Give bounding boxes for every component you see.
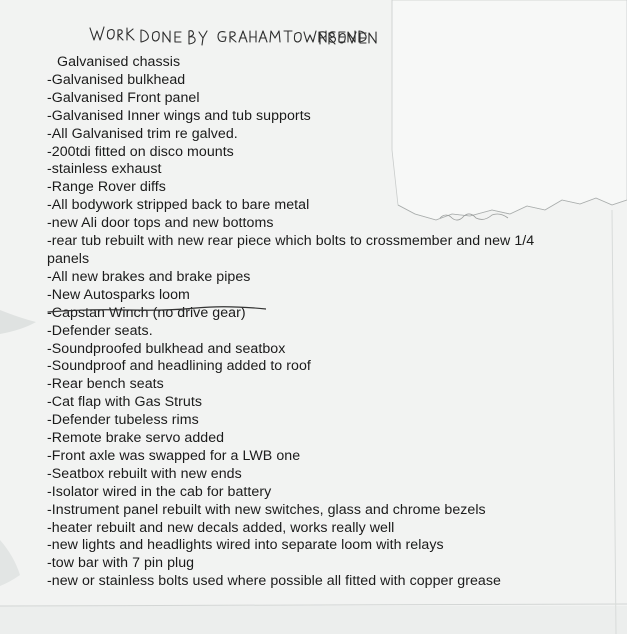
pencil-scribble <box>438 206 518 226</box>
list-item: -Defender seats. <box>47 322 153 339</box>
list-item: -Remote brake servo added <box>47 430 225 447</box>
list-item: -Soundproofed bulkhead and seatbox <box>47 340 286 357</box>
list-item: -Defender tubeless rims <box>47 412 199 429</box>
list-item: -new Ali door tops and new bottoms <box>47 215 274 232</box>
list-item: -Front axle was swapped for a LWB one <box>47 447 301 464</box>
list-item: -Seatbox rebuilt with new ends <box>47 465 242 482</box>
list-item: -Cat flap with Gas Struts <box>47 394 202 411</box>
list-item: -Range Rover diffs <box>47 179 166 196</box>
list-item: -All new brakes and brake pipes <box>47 268 251 285</box>
list-item: -tow bar with 7 pin plug <box>47 555 195 572</box>
list-item: -stainless exhaust <box>47 161 162 178</box>
list-item: -Isolator wired in the cab for battery <box>47 483 272 500</box>
list-item: -Galvanised Inner wings and tub supports <box>47 107 311 124</box>
list-item: -New Autosparks loom <box>47 286 190 303</box>
handwritten-strikethrough <box>46 300 266 320</box>
list-item: Galvanised chassis <box>57 54 181 70</box>
list-item: -rear tub rebuilt with new rear piece which bolts to crossmember and new 1/4 panels <box>47 233 535 267</box>
list-item: -Rear bench seats <box>47 376 164 393</box>
list-item-struck: -Capstan Winch (no drive gear) <box>47 304 246 321</box>
work-list <box>47 54 587 591</box>
list-item: -new or stainless bolts used where possible all fitted with copper grease <box>47 573 501 590</box>
list-item: -All Galvanised trim re galved. <box>47 125 238 142</box>
handwritten-heading-tail <box>318 24 398 54</box>
list-item: -new lights and headlights wired into separate loom with relays <box>47 537 444 554</box>
list-item: -Galvanised Front panel <box>47 89 200 106</box>
list-item: -200tdi fitted on disco mounts <box>47 143 234 160</box>
list-item: -All bodywork stripped back to bare metal <box>47 197 310 214</box>
list-item: -Galvanised bulkhead <box>47 71 186 88</box>
list-item: -Soundproof and headlining added to roof <box>47 358 311 375</box>
list-item: -Instrument panel rebuilt with new switches, glass and chrome bezels <box>47 501 486 518</box>
list-item: -heater rebuilt and new decals added, works really well <box>47 519 395 536</box>
